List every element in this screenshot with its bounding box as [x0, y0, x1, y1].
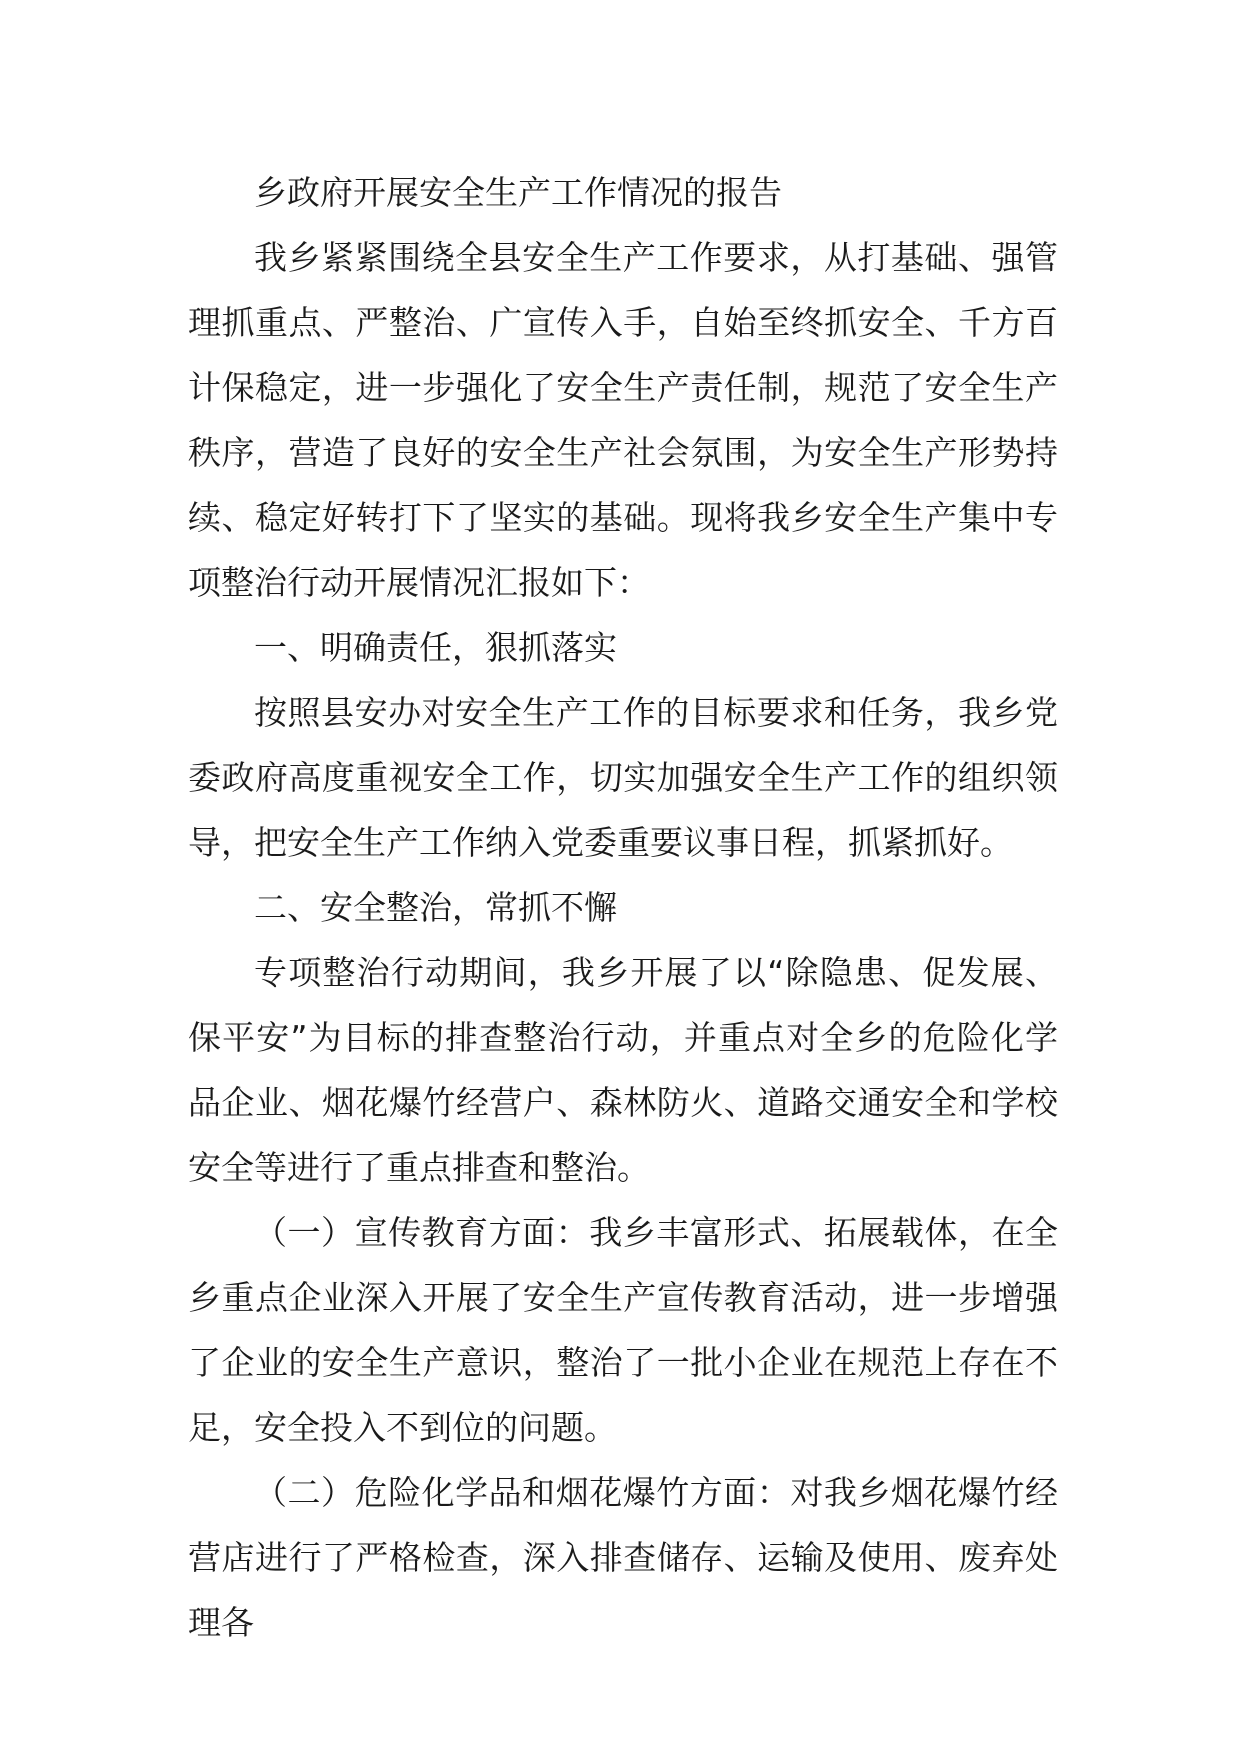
document-body — [188, 160, 1058, 1655]
intro-paragraph: 我乡紧紧围绕全县安全生产工作要求，从打基础、强管理抓重点、严整治、广宣传入手，自始至终抓安全、千方百计保稳定，进一步强化了安全生产责任制，规范了安全生产秩序，营造了良好的安全生产社会氛围，为安全生产形势持续、稳定好转打下了坚实的基础。现将我乡安全生产集中专项整治行动开展情况汇报如下： — [188, 238, 1058, 602]
section-2-paragraph: 专项整治行动期间，我乡开展了以“除隐患、促发展、保平安”为目标的排查整治行动，并重点对全乡的危险化学品企业、烟花爆竹经营户、森林防火、道路交通安全和学校安全等进行了重点排查和整治。 — [188, 953, 1058, 1187]
section-1-paragraph: 按照县安办对安全生产工作的目标要求和任务，我乡党委政府高度重视安全工作，切实加强安全生产工作的组织领导，把安全生产工作纳入党委重要议事日程，抓紧抓好。 — [188, 693, 1058, 862]
section-1-heading: 一、明确责任，狠抓落实 — [254, 628, 617, 667]
subsection-2-paragraph: （二）危险化学品和烟花爆竹方面：对我乡烟花爆竹经营店进行了严格检查，深入排查储存、运输及使用、废弃处理各 — [188, 1473, 1058, 1642]
section-2-heading: 二、安全整治，常抓不懈 — [254, 888, 617, 927]
document-title: 乡政府开展安全生产工作情况的报告 — [254, 173, 782, 212]
subsection-1-paragraph: （一）宣传教育方面：我乡丰富形式、拓展载体，在全乡重点企业深入开展了安全生产宣传教育活动，进一步增强了企业的安全生产意识，整治了一批小企业在规范上存在不足，安全投入不到位的问题。 — [188, 1213, 1058, 1447]
